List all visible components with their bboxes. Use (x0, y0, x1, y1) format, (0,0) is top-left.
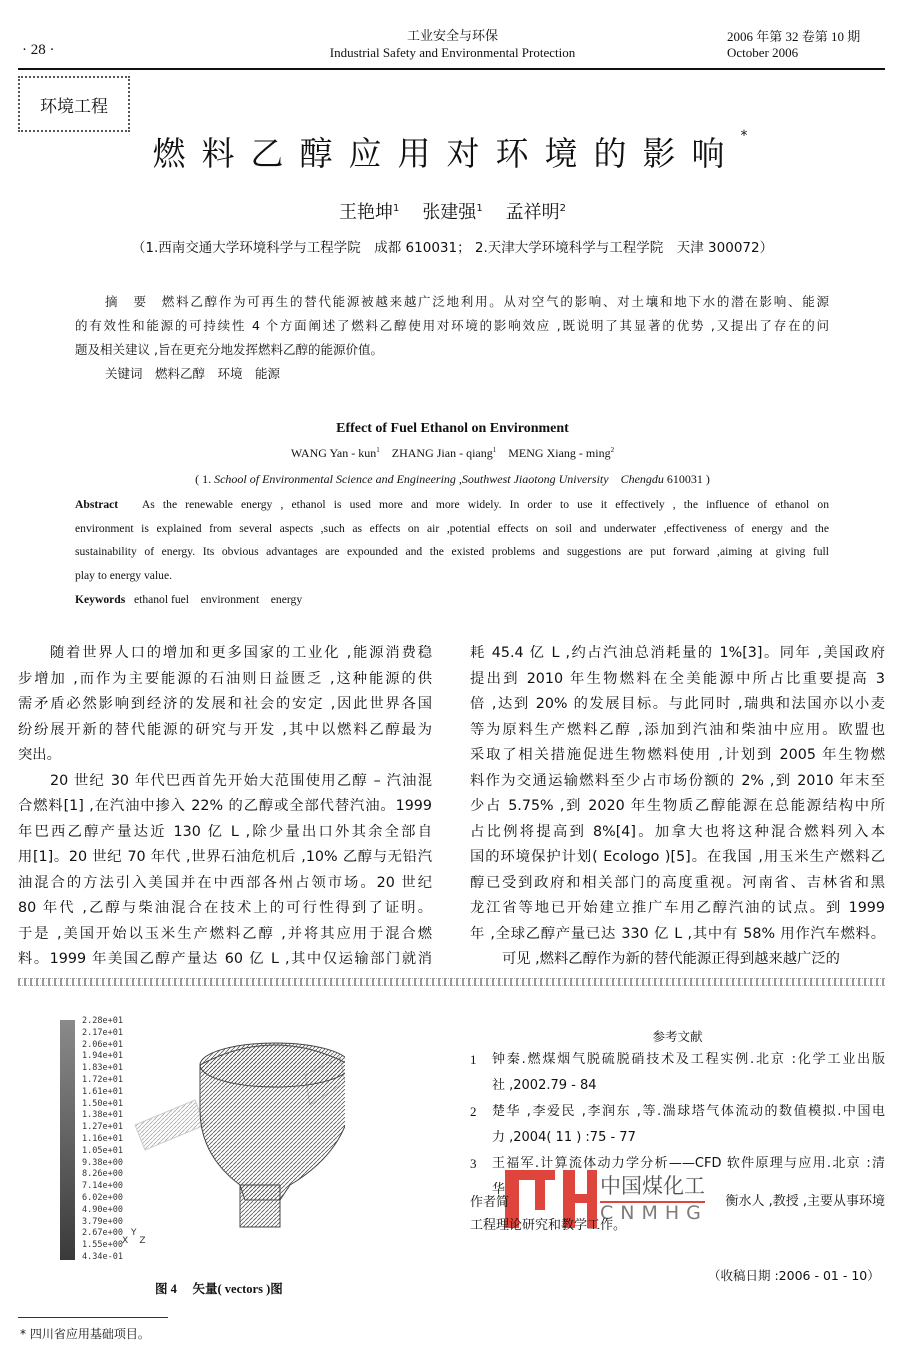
axis-z-label: Z (139, 1236, 146, 1246)
reference-line: 钟秦.燃煤烟气脱硫脱硝技术及工程实例.北京 :化学工业出版 (492, 1052, 885, 1067)
body-text-line: 采取了相关措施促进生物燃料使用 ,计划到 2005 年生物燃 (470, 747, 885, 763)
colorbar-tick-label: 7.14e+00 (82, 1181, 123, 1192)
figure-caption: 图 4 矢量( vectors )图 (155, 1282, 283, 1296)
section-badge (18, 76, 130, 132)
journal-name-en: Industrial Safety and Environmental Protection (329, 45, 576, 60)
affil-close: 610031 ) (663, 472, 710, 486)
abstract-line: play to energy value. (75, 569, 173, 583)
body-text-line: 等为原料生产燃料乙醇 ,添加到汽油和柴油中应用。欧盟也 (470, 721, 885, 738)
body-text-line: 合燃料[1] ,在汽油中掺入 22% 的乙醇或全部代替汽油。1999 (18, 798, 432, 814)
received-date: （收稿日期 :2006 - 01 - 10） (708, 1268, 880, 1283)
affiliation-en (0, 470, 905, 487)
author-sup: 1 (376, 446, 380, 454)
author: 张建强 (422, 202, 477, 223)
author: 王艳坤 (339, 202, 394, 223)
references-title: 参考文献 (652, 1029, 703, 1044)
body-text-line: 提出到 2010 年生物燃料在全美能源中所占比重要提高 3 (470, 670, 885, 687)
abstract-line: 的有效性和能源的可持续性 4 个方面阐述了燃料乙醇使用对环境的影响效应 ,既说明了其显著的优势 ,又提出了存在的问 (75, 318, 829, 333)
body-text-line: 龙江省等地已开始建立推广车用乙醇汽油的试点。到 1999 (470, 900, 885, 916)
bio-start: 作者简 (470, 1194, 510, 1209)
body-text-line: 醇已受到政府和相关部门的高度重视。河南省、吉林省和黑 (470, 874, 885, 891)
colorbar-tick-label: 1.61e+01 (82, 1086, 123, 1097)
reference-item (470, 1102, 885, 1154)
reference-number: 3 (470, 1156, 477, 1171)
body-text-line: 少占 5.75% ,到 2020 年生物质乙醇能源在总能源结构中所 (470, 798, 885, 814)
page-title (140, 128, 760, 175)
body-text-line: 纷纷展开新的替代能源的研究与开发 ,其中以燃料乙醇最为 (18, 721, 432, 738)
body-text-line: 料作为交通运输燃料至少占市场份额的 2% ,到 2010 年末至 (470, 772, 885, 789)
funnel-vector-plot (105, 1025, 345, 1245)
bio-end: 衡水人 ,教授 ,主要从事环境 (725, 1194, 885, 1209)
body-text-line: 20 世纪 30 年代巴西首先开始大范围使用乙醇 – 汽油混 (50, 772, 432, 789)
colorbar-tick-label: 1.27e+01 (82, 1122, 123, 1133)
reference-line: 社 ,2002.79 - 84 (492, 1078, 597, 1093)
colorbar-tick-label: 8.26e+00 (82, 1169, 123, 1180)
colorbar-tick-label: 2.06e+01 (82, 1039, 123, 1050)
keywords-en-text: ethanol fuel environment energy (133, 592, 303, 606)
title-footnote-mark: * (740, 128, 748, 144)
affiliation: （1.西南交通大学环境科学与工程学院 成都 610031； 2.天津大学环境科学与工程学院 天津 300072） (131, 240, 774, 256)
affil-italic: School of Environmental Science and Engineering ,Southwest Jiaotong University Chengdu (214, 472, 664, 486)
abstract-en-label: Abstract (75, 498, 119, 511)
abstract-line: environment is explained from several aspects ,such as effects on air ,potential effects on soil and underwater ,effectiveness of energy and the (75, 521, 829, 535)
abstract-line: sustainability of energy. Its obvious advantages are expounded and the existed problems and suggestions are put forward ,aiming at giving full (75, 545, 829, 559)
body-text-line: 80 年代 ,乙醇与柴油混合在技术上的可行性得到了证明。 (18, 900, 432, 916)
watermark-cn: 中国煤化工 (600, 1170, 705, 1203)
colorbar-tick-label: 1.72e+01 (82, 1075, 123, 1085)
author-sup: 1 (476, 203, 483, 214)
keywords-label: 关键词 (105, 366, 143, 381)
title-text: 燃料乙醇应用对环境的影响 (152, 134, 741, 173)
colorbar-tick-label: 2.28e+01 (82, 1016, 123, 1026)
body-text-line: 于是 ,美国开始以玉米生产燃料乙醇 ,并将其应用于混合燃 (18, 925, 432, 942)
abstract-en (75, 493, 829, 612)
body-text-line: 国的环境保护计划( Ecologo )[5]。在我国 ,用玉米生产燃料乙 (470, 849, 885, 865)
body-text-line: 料。1999 年美国乙醇产量达 60 亿 L ,其中仅运输部门就消 (18, 951, 432, 967)
body-text-line: 油混合的方法引入美国并在中西部各州占领市场。20 世纪 (18, 874, 432, 891)
author-sup: 2 (559, 203, 566, 214)
colorbar-tick-label: 1.38e+01 (82, 1110, 123, 1121)
body-text-line: 倍 ,达到 20% 的发展目标。与此同时 ,瑞典和法国亦以小麦 (470, 696, 885, 712)
reference-line: 力 ,2004( 11 ) :75 - 77 (492, 1130, 636, 1145)
colorbar (60, 1020, 75, 1260)
colorbar-tick-label: 1.55e+00 (82, 1240, 123, 1251)
page-number: · 28 · (22, 42, 55, 58)
colorbar-tick-label: 1.83e+01 (82, 1063, 123, 1074)
reference-number: 2 (470, 1104, 477, 1119)
issue-en: October 2006 (727, 45, 799, 60)
ornament-divider (18, 978, 885, 986)
author-en: ZHANG Jian - qiang (391, 446, 493, 460)
abstract-line: 燃料乙醇作为可再生的替代能源被越来越广泛地利用。从对空气的影响、对土壤和地下水的潜在影响、能源 (161, 294, 829, 309)
author-sup: 2 (610, 446, 615, 454)
axis-x-label: X (122, 1236, 129, 1246)
funnel-top (200, 1043, 345, 1087)
inlet-pipe (135, 1100, 205, 1150)
author-en: MENG Xiang - ming (508, 446, 611, 460)
colorbar-tick-label: 4.90e+00 (82, 1204, 123, 1215)
colorbar-tick-label: 2.17e+01 (82, 1027, 123, 1038)
footnote-rule (18, 1317, 168, 1318)
journal-name-cn: 工业安全与环保 (406, 29, 498, 44)
author-en: WANG Yan - kun (290, 446, 377, 460)
body-text-line: 年巴西乙醇产量达近 130 亿 L ,除少量出口外其余全部自 (18, 823, 432, 840)
header-rule (18, 68, 885, 70)
reference-item (470, 1154, 885, 1206)
body-text-line: 年 ,全球乙醇产量已达 330 亿 L ,其中有 58% 用作汽车燃料。 (470, 925, 885, 942)
colorbar-tick-label: 1.05e+01 (82, 1145, 123, 1156)
axis-y-label: Y (131, 1228, 137, 1238)
abstract-line: 题及相关建议 ,旨在更充分地发挥燃料乙醇的能源价值。 (75, 342, 383, 357)
watermark-en: CNMHG (600, 1202, 708, 1224)
section-badge-label: 环境工程 (40, 96, 108, 117)
colorbar-tick-label: 9.38e+00 (82, 1157, 123, 1168)
reference-line: 王福军.计算流体动力学分析——CFD 软件原理与应用.北京 :清 (492, 1156, 885, 1171)
keywords-text: 燃料乙醇 环境 能源 (155, 366, 281, 381)
author: 孟祥明 (505, 202, 560, 223)
title-en: Effect of Fuel Ethanol on Environment (336, 421, 569, 436)
authors-en (0, 446, 905, 461)
body-text-line: 步增加 ,而作为主要能源的石油则日益匮乏 ,这种能源的供 (18, 670, 432, 687)
footnote: * 四川省应用基础项目。 (20, 1327, 150, 1341)
issue-info (727, 29, 860, 61)
colorbar-tick-label: 1.94e+01 (82, 1051, 123, 1062)
authors (0, 198, 905, 224)
axis-triad (122, 1228, 146, 1246)
body-text-line: 耗 45.4 亿 L ,约占汽油总消耗量的 1%[3]。同年 ,美国政府 (470, 645, 885, 661)
funnel-outlet (240, 1185, 280, 1227)
keywords-en-label: Keywords (75, 592, 126, 606)
colorbar-tick-label: 1.16e+01 (82, 1134, 123, 1144)
body-text-line: 占比例将提高到 8%[4]。加拿大也将这种混合燃料列入本 (470, 823, 885, 840)
colorbar-tick-label: 4.34e-01 (82, 1252, 123, 1262)
abstract-cn (75, 290, 829, 386)
reference-line: 楚华 ,李爱民 ,李润东 ,等.湍球塔气体流动的数值模拟.中国电 (492, 1104, 885, 1119)
colorbar-tick-label: 2.67e+00 (82, 1228, 123, 1239)
author-bio-line2: 工程理论研究和教学工作。 (470, 1218, 627, 1233)
reference-number: 1 (470, 1052, 477, 1067)
reference-item (470, 1050, 885, 1102)
author-sup: 1 (393, 203, 400, 214)
body-text-line: 突出。 (18, 747, 61, 763)
abstract-label: 摘 要 (105, 294, 148, 309)
issue-cn: 2006 年第 32 卷第 10 期 (727, 29, 861, 44)
colorbar-tick-label: 3.79e+00 (82, 1216, 123, 1227)
body-text-line: 可见 ,燃料乙醇作为新的替代能源正得到越来越广泛的 (502, 951, 840, 967)
body-text-line: 随着世界人口的增加和更多国家的工业化 ,能源消费稳 (50, 645, 432, 661)
colorbar-tick-label: 1.50e+01 (82, 1098, 123, 1109)
body-text-line: 需矛盾必然影响到经济的发展和社会的安定 ,因此世界各国 (18, 696, 432, 712)
abstract-line: As the renewable energy , ethanol is used more and more widely. In order to use it effectively , the influence of ethanol on (141, 498, 829, 511)
author-sup: 1 (492, 446, 497, 454)
body-text-line: 用[1]。20 世纪 70 年代 ,世界石油危机后 ,10% 乙醇与无铅汽 (18, 849, 432, 865)
affil-open: ( 1. (195, 472, 215, 486)
reference-line: 华 (492, 1182, 506, 1197)
colorbar-tick-label: 6.02e+00 (82, 1193, 123, 1203)
